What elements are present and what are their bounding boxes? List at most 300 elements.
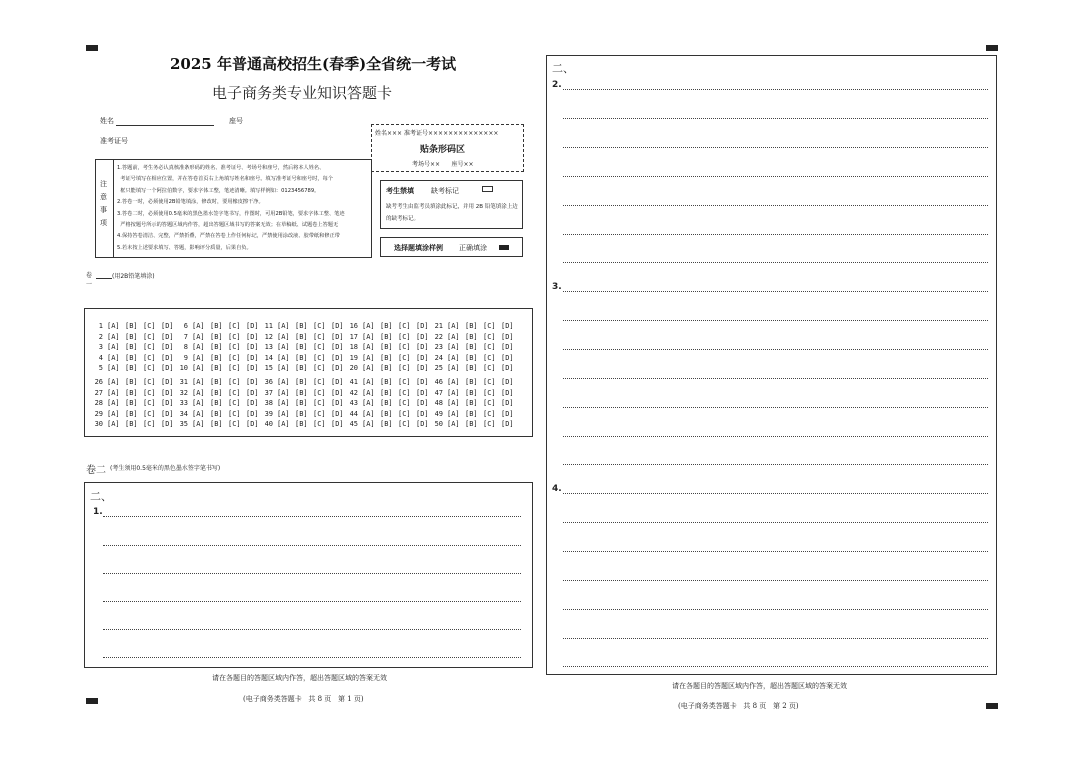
question-number: 13 xyxy=(264,343,273,351)
choice-bubble[interactable]: [B] xyxy=(380,399,393,407)
choice-question xyxy=(261,409,346,419)
question-number: 7 xyxy=(183,332,188,341)
answer-warning: 请在各题目的答题区域内作答，超出答题区域的答案无效 xyxy=(212,674,387,682)
choice-bubble[interactable]: [A] xyxy=(107,378,120,386)
choice-question xyxy=(91,419,176,429)
choice-bubble[interactable]: [C] xyxy=(483,353,496,362)
choice-bubble[interactable]: [D] xyxy=(416,420,429,428)
choice-bubble[interactable]: [D] xyxy=(161,332,174,341)
question-label: 1. xyxy=(93,507,103,517)
barcode-room-seat: 考场号×× 座号×× xyxy=(412,161,474,168)
choice-bubble[interactable]: [A] xyxy=(447,364,460,372)
choice-bubble[interactable]: [B] xyxy=(125,399,138,407)
choice-bubble[interactable]: [C] xyxy=(313,353,326,362)
registration-mark xyxy=(86,698,98,704)
choice-bubble[interactable]: [A] xyxy=(362,353,375,362)
choice-bubble[interactable]: [C] xyxy=(398,364,411,372)
choice-bubble[interactable]: [B] xyxy=(125,420,138,428)
choice-bubble[interactable]: [C] xyxy=(228,399,241,407)
choice-bubble[interactable]: [A] xyxy=(192,332,205,341)
choice-row xyxy=(91,409,516,419)
choice-question xyxy=(261,388,346,398)
section2-hint: (考生须用0.5毫米的黑色墨水签字笔书写) xyxy=(110,465,221,472)
page-subtitle: 电子商务类专业知识答题卡 xyxy=(212,84,393,102)
choice-bubble[interactable]: [D] xyxy=(246,388,259,397)
question-number: 31 xyxy=(179,378,188,386)
choice-bubble[interactable]: [C] xyxy=(398,322,411,330)
choice-bubble[interactable]: [B] xyxy=(380,378,393,386)
choice-bubble[interactable]: [D] xyxy=(161,353,174,362)
choice-bubble[interactable]: [D] xyxy=(331,343,344,351)
choice-bubble[interactable]: [C] xyxy=(313,378,326,386)
choice-bubble[interactable]: [C] xyxy=(483,343,496,351)
choice-question xyxy=(346,332,431,342)
choice-bubble[interactable]: [C] xyxy=(398,353,411,362)
choice-bubble[interactable]: [D] xyxy=(416,332,429,341)
choice-bubble[interactable]: [A] xyxy=(447,399,460,407)
choice-question xyxy=(176,321,261,331)
choice-bubble[interactable]: [D] xyxy=(331,353,344,362)
choice-question xyxy=(261,353,346,363)
choice-bubble[interactable]: [C] xyxy=(228,322,241,330)
registration-mark xyxy=(986,703,998,709)
choice-row xyxy=(91,332,516,342)
choice-bubble[interactable]: [A] xyxy=(362,420,375,428)
choice-bubble[interactable]: [A] xyxy=(362,343,375,351)
choice-bubble[interactable]: [C] xyxy=(483,409,496,418)
choice-bubble[interactable]: [C] xyxy=(228,420,241,428)
choice-bubble[interactable]: [D] xyxy=(501,322,514,330)
choice-bubble[interactable]: [D] xyxy=(501,378,514,386)
choice-bubble[interactable]: [A] xyxy=(192,353,205,362)
choice-bubble[interactable]: [B] xyxy=(125,388,138,397)
choice-bubble[interactable]: [D] xyxy=(416,343,429,351)
choice-bubble[interactable]: [A] xyxy=(362,332,375,341)
choice-bubble[interactable]: [B] xyxy=(295,399,308,407)
exam-id-label: 准考证号 xyxy=(100,137,128,145)
filled-sample xyxy=(499,245,509,250)
choice-bubble[interactable]: [D] xyxy=(161,399,174,407)
registration-mark xyxy=(986,45,998,51)
choice-bubble[interactable]: [A] xyxy=(277,353,290,362)
barcode-title: 贴条形码区 xyxy=(420,145,466,155)
choice-bubble[interactable]: [C] xyxy=(228,343,241,351)
choice-bubble[interactable]: [D] xyxy=(331,420,344,428)
choice-question xyxy=(261,321,346,331)
choice-bubble[interactable]: [B] xyxy=(125,322,138,330)
choice-bubble[interactable]: [D] xyxy=(501,388,514,397)
notice-line: 2.答卷一时，必须使用2B铅笔填涂，修改时，要用橡皮擦干净。 xyxy=(117,199,264,206)
choice-bubble[interactable]: [A] xyxy=(277,420,290,428)
choice-bubble[interactable]: [C] xyxy=(483,399,496,407)
question-number: 9 xyxy=(183,353,188,362)
seat-label: 座号 xyxy=(229,117,243,125)
choice-bubble[interactable]: [A] xyxy=(192,378,205,386)
choice-bubble[interactable]: [D] xyxy=(331,364,344,372)
choice-question xyxy=(431,409,516,419)
choice-bubble[interactable]: [A] xyxy=(192,343,205,351)
choice-bubble[interactable]: [C] xyxy=(143,332,156,341)
choice-bubble[interactable]: [B] xyxy=(125,378,138,386)
choice-bubble[interactable]: [A] xyxy=(192,364,205,372)
question-number: 25 xyxy=(434,364,443,372)
question-number: 21 xyxy=(434,322,443,330)
choice-bubble[interactable]: [D] xyxy=(416,364,429,372)
choice-bubble[interactable]: [A] xyxy=(277,388,290,397)
barcode-area xyxy=(371,124,524,172)
notice-line: 5.若未按上述要求填写、答题，影响评分质量，后果自负。 xyxy=(117,244,252,251)
choice-bubble[interactable]: [A] xyxy=(447,322,460,330)
question-number: 43 xyxy=(349,399,358,407)
choice-bubble[interactable]: [A] xyxy=(277,364,290,372)
choice-bubble[interactable]: [B] xyxy=(125,332,138,341)
choice-bubble[interactable]: [C] xyxy=(143,353,156,362)
choice-bubble[interactable]: [A] xyxy=(107,364,120,372)
choice-bubble[interactable]: [A] xyxy=(362,322,375,330)
answer-warning: 请在各题目的答题区域内作答，超出答题区域的答案无效 xyxy=(672,682,847,690)
choice-bubble[interactable]: [A] xyxy=(277,343,290,351)
choice-bubble[interactable]: [C] xyxy=(228,353,241,362)
choice-bubble[interactable]: [B] xyxy=(125,343,138,351)
choice-bubble[interactable]: [C] xyxy=(228,378,241,386)
choice-bubble[interactable]: [B] xyxy=(380,388,393,397)
choice-bubble[interactable]: [D] xyxy=(246,364,259,372)
notice-label: 注意事项 xyxy=(100,180,107,227)
notice-text xyxy=(117,163,371,254)
choice-row xyxy=(91,398,516,408)
question-number: 33 xyxy=(179,399,188,407)
question-number: 1 xyxy=(98,322,103,330)
choice-bubble[interactable]: [A] xyxy=(447,420,460,428)
choice-bubble[interactable]: [D] xyxy=(416,378,429,386)
choice-bubble[interactable]: [C] xyxy=(483,378,496,386)
notice-line: 严格按题号所示的答题区域内作答，超出答题区域书写的答案无效；在草稿纸、试题卷上答题无 xyxy=(117,222,339,229)
choice-bubble[interactable]: [C] xyxy=(143,378,156,386)
section1-label: 卷一 xyxy=(86,272,93,288)
choice-bubble[interactable]: [C] xyxy=(398,420,411,428)
choice-bubble[interactable]: [A] xyxy=(362,409,375,418)
choice-bubble[interactable]: [A] xyxy=(362,399,375,407)
choice-bubble[interactable]: [D] xyxy=(246,399,259,407)
question-number: 19 xyxy=(349,353,358,362)
choice-question xyxy=(91,398,176,408)
choice-bubble[interactable]: [A] xyxy=(107,353,120,362)
choice-bubble[interactable]: [A] xyxy=(447,332,460,341)
choice-question xyxy=(431,398,516,408)
question-number: 27 xyxy=(94,388,103,397)
choice-bubble[interactable]: [B] xyxy=(210,409,223,418)
choice-bubble[interactable]: [A] xyxy=(107,343,120,351)
choice-question xyxy=(346,377,431,387)
choice-bubble[interactable]: [D] xyxy=(331,322,344,330)
question-number: 45 xyxy=(349,420,358,428)
choice-bubble[interactable]: [C] xyxy=(483,332,496,341)
choice-bubble[interactable]: [A] xyxy=(192,388,205,397)
choice-bubble[interactable]: [A] xyxy=(107,399,120,407)
choice-question xyxy=(176,342,261,352)
choice-bubble[interactable]: [C] xyxy=(228,388,241,397)
choice-question xyxy=(261,332,346,342)
choice-bubble[interactable]: [B] xyxy=(210,420,223,428)
choice-bubble[interactable]: [B] xyxy=(210,353,223,362)
choice-bubble[interactable]: [B] xyxy=(295,378,308,386)
choice-bubble[interactable]: [B] xyxy=(465,364,478,372)
choice-bubble[interactable]: [D] xyxy=(246,353,259,362)
absent-title: 考生禁填 xyxy=(386,187,414,195)
choice-bubble[interactable]: [D] xyxy=(416,388,429,397)
choice-bubble[interactable]: [C] xyxy=(143,409,156,418)
choice-bubble[interactable]: [A] xyxy=(277,399,290,407)
choice-bubble[interactable]: [A] xyxy=(107,388,120,397)
choice-bubble[interactable]: [D] xyxy=(501,343,514,351)
question-number: 34 xyxy=(179,409,188,418)
choice-bubble[interactable]: [C] xyxy=(313,364,326,372)
choice-bubble[interactable]: [A] xyxy=(447,353,460,362)
fill-example-label: 选择题填涂样例 xyxy=(394,244,443,252)
question-number: 2 xyxy=(98,332,103,341)
choice-bubble[interactable]: [B] xyxy=(295,388,308,397)
barcode-info: 姓名××× 准考证号×××××××××××××× xyxy=(375,130,499,137)
question-number: 14 xyxy=(264,353,273,362)
absent-mark-box[interactable] xyxy=(482,186,493,192)
choice-bubble[interactable]: [D] xyxy=(246,343,259,351)
notice-line: 框只能填写一个阿拉伯数字，要求字体工整，笔迹清晰。填写样例如：0123456789。 xyxy=(117,187,320,194)
choice-bubble[interactable]: [D] xyxy=(161,420,174,428)
choice-bubble[interactable]: [D] xyxy=(331,409,344,418)
choice-bubble[interactable]: [B] xyxy=(465,420,478,428)
choice-bubble[interactable]: [C] xyxy=(483,322,496,330)
question-number: 17 xyxy=(349,332,358,341)
choice-bubble[interactable]: [D] xyxy=(416,353,429,362)
choice-bubble[interactable]: [D] xyxy=(246,409,259,418)
choice-bubble[interactable]: [A] xyxy=(192,399,205,407)
choice-bubble[interactable]: [A] xyxy=(192,409,205,418)
choice-bubble[interactable]: [C] xyxy=(313,332,326,341)
choice-question xyxy=(431,342,516,352)
choice-bubble[interactable]: [D] xyxy=(501,409,514,418)
question-label: 4. xyxy=(552,484,562,494)
question-number: 8 xyxy=(183,343,188,351)
choice-question xyxy=(346,398,431,408)
choice-bubble[interactable]: [D] xyxy=(501,364,514,372)
answer-box-page2[interactable] xyxy=(546,55,997,675)
choice-bubble[interactable]: [D] xyxy=(501,332,514,341)
choice-bubble[interactable]: [C] xyxy=(398,388,411,397)
choice-bubble[interactable]: [D] xyxy=(501,399,514,407)
choice-bubble[interactable]: [B] xyxy=(295,364,308,372)
question-number: 41 xyxy=(349,378,358,386)
choice-bubble[interactable]: [A] xyxy=(362,388,375,397)
choice-bubble[interactable]: [B] xyxy=(295,343,308,351)
choice-bubble[interactable]: [B] xyxy=(380,409,393,418)
choice-question xyxy=(91,353,176,363)
choice-bubble[interactable]: [A] xyxy=(277,378,290,386)
choice-bubble[interactable]: [B] xyxy=(465,343,478,351)
question-number: 16 xyxy=(349,322,358,330)
section1-hint: (用2B铅笔填涂) xyxy=(112,273,155,280)
choice-bubble[interactable]: [C] xyxy=(143,364,156,372)
absent-box xyxy=(380,180,523,229)
choice-bubble[interactable]: [D] xyxy=(416,322,429,330)
choice-bubble[interactable]: [A] xyxy=(277,332,290,341)
question-number: 29 xyxy=(94,409,103,418)
choice-bubble[interactable]: [A] xyxy=(362,364,375,372)
question-number: 44 xyxy=(349,409,358,418)
choice-bubble[interactable]: [A] xyxy=(192,322,205,330)
choice-bubble[interactable]: [A] xyxy=(447,409,460,418)
choice-bubble[interactable]: [B] xyxy=(380,353,393,362)
choice-question xyxy=(346,363,431,373)
choice-bubble[interactable]: [C] xyxy=(228,409,241,418)
absent-mark-label: 缺考标记 xyxy=(431,187,459,195)
answer-box-q1[interactable] xyxy=(84,482,533,668)
choice-question xyxy=(261,342,346,352)
choice-bubble[interactable]: [D] xyxy=(161,322,174,330)
choice-bubble[interactable]: [C] xyxy=(483,388,496,397)
choice-question xyxy=(431,332,516,342)
choice-bubble[interactable]: [B] xyxy=(380,322,393,330)
notice-line: 4.保持答卷清洁、完整，严禁折叠，严禁在答卷上作任何标记，严禁使用涂改液、胶带纸和修正带 xyxy=(117,233,340,240)
choice-bubble[interactable]: [D] xyxy=(331,399,344,407)
choice-bubble[interactable]: [C] xyxy=(313,409,326,418)
choice-bubble[interactable]: [D] xyxy=(161,409,174,418)
choice-bubble[interactable]: [D] xyxy=(161,388,174,397)
choice-bubble[interactable]: [A] xyxy=(107,420,120,428)
choice-question xyxy=(176,388,261,398)
choice-bubble[interactable]: [A] xyxy=(447,388,460,397)
choice-bubble[interactable]: [A] xyxy=(447,378,460,386)
choice-bubble[interactable]: [D] xyxy=(501,353,514,362)
choice-bubble[interactable]: [B] xyxy=(380,343,393,351)
question-number: 6 xyxy=(183,322,188,330)
choice-bubble[interactable]: [D] xyxy=(161,343,174,351)
choice-bubble[interactable]: [C] xyxy=(313,322,326,330)
choice-bubble[interactable]: [B] xyxy=(465,353,478,362)
choice-bubble[interactable]: [C] xyxy=(313,420,326,428)
choice-bubble[interactable]: [A] xyxy=(107,322,120,330)
choice-bubble[interactable]: [A] xyxy=(107,332,120,341)
choice-question xyxy=(261,363,346,373)
choice-bubble[interactable]: [B] xyxy=(210,378,223,386)
choice-bubble[interactable]: [B] xyxy=(295,322,308,330)
choice-bubble[interactable]: [C] xyxy=(143,388,156,397)
choice-bubble[interactable]: [B] xyxy=(125,353,138,362)
fill-example-box xyxy=(380,237,523,257)
choice-bubble[interactable]: [D] xyxy=(161,364,174,372)
choice-bubble[interactable]: [B] xyxy=(465,322,478,330)
choice-bubble[interactable]: [D] xyxy=(331,388,344,397)
choice-bubble[interactable]: [B] xyxy=(125,409,138,418)
choice-bubble[interactable]: [A] xyxy=(362,378,375,386)
choice-bubble[interactable]: [B] xyxy=(465,332,478,341)
choice-bubble[interactable]: [D] xyxy=(246,322,259,330)
choice-bubble[interactable]: [B] xyxy=(210,399,223,407)
choice-bubble[interactable]: [C] xyxy=(228,364,241,372)
choice-bubble[interactable]: [D] xyxy=(416,399,429,407)
question-number: 47 xyxy=(434,388,443,397)
choice-bubble[interactable]: [C] xyxy=(483,420,496,428)
choice-bubble[interactable]: [C] xyxy=(398,343,411,351)
choice-question xyxy=(261,419,346,429)
choice-question xyxy=(346,321,431,331)
choice-bubble[interactable]: [A] xyxy=(107,409,120,418)
choice-bubble[interactable]: [D] xyxy=(331,378,344,386)
choice-bubble[interactable]: [A] xyxy=(192,420,205,428)
choice-bubble[interactable]: [A] xyxy=(277,322,290,330)
choice-bubble[interactable]: [C] xyxy=(398,409,411,418)
question-label: 2. xyxy=(552,80,562,90)
choice-bubble[interactable]: [D] xyxy=(246,378,259,386)
choice-bubble[interactable]: [B] xyxy=(380,420,393,428)
question-number: 40 xyxy=(264,420,273,428)
choice-bubble[interactable]: [B] xyxy=(210,343,223,351)
question-number: 12 xyxy=(264,332,273,341)
choice-bubble[interactable]: [C] xyxy=(398,378,411,386)
question-number: 35 xyxy=(179,420,188,428)
choice-bubble[interactable]: [B] xyxy=(295,353,308,362)
choice-bubble[interactable]: [B] xyxy=(295,420,308,428)
choice-bubble[interactable]: [B] xyxy=(125,364,138,372)
choice-bubble[interactable]: [D] xyxy=(246,420,259,428)
choice-bubble[interactable]: [B] xyxy=(465,409,478,418)
choice-bubble[interactable]: [B] xyxy=(465,399,478,407)
choice-bubble[interactable]: [B] xyxy=(210,364,223,372)
choice-bubble[interactable]: [A] xyxy=(277,409,290,418)
choice-bubble[interactable]: [B] xyxy=(380,364,393,372)
name-field[interactable] xyxy=(116,125,214,126)
choice-bubble[interactable]: [B] xyxy=(295,332,308,341)
choice-bubble[interactable]: [C] xyxy=(143,322,156,330)
choice-question xyxy=(91,363,176,373)
choice-bubble[interactable]: [D] xyxy=(501,420,514,428)
page-footer: (电子商务类答题卡 共 8 页 第 2 页) xyxy=(678,702,799,710)
choice-bubble[interactable]: [C] xyxy=(143,399,156,407)
choice-bubble[interactable]: [B] xyxy=(210,322,223,330)
choice-bubble[interactable]: [B] xyxy=(210,332,223,341)
choice-bubble[interactable]: [D] xyxy=(331,332,344,341)
choice-row xyxy=(91,342,516,352)
choice-bubble[interactable]: [A] xyxy=(447,343,460,351)
choice-bubble[interactable]: [B] xyxy=(295,409,308,418)
choice-bubble[interactable]: [B] xyxy=(465,388,478,397)
choice-question xyxy=(431,363,516,373)
choice-bubble[interactable]: [C] xyxy=(398,399,411,407)
choice-bubble[interactable]: [C] xyxy=(143,343,156,351)
question-number: 38 xyxy=(264,399,273,407)
question-label: 3. xyxy=(552,282,562,292)
page-title: 2025 年普通高校招生(春季)全省统一考试 xyxy=(170,55,457,73)
choice-bubble[interactable]: [D] xyxy=(161,378,174,386)
choice-bubble[interactable]: [C] xyxy=(313,343,326,351)
choice-bubble[interactable]: [B] xyxy=(210,388,223,397)
question-number: 39 xyxy=(264,409,273,418)
choice-bubble[interactable]: [C] xyxy=(483,364,496,372)
choice-bubble[interactable]: [B] xyxy=(380,332,393,341)
choice-bubble[interactable]: [C] xyxy=(143,420,156,428)
choice-bubble[interactable]: [C] xyxy=(228,332,241,341)
question-number: 20 xyxy=(349,364,358,372)
choice-question xyxy=(431,353,516,363)
choice-bubble[interactable]: [D] xyxy=(416,409,429,418)
choice-bubble[interactable]: [C] xyxy=(398,332,411,341)
choice-question xyxy=(431,321,516,331)
choice-bubble[interactable]: [D] xyxy=(246,332,259,341)
choice-bubble[interactable]: [B] xyxy=(465,378,478,386)
choice-bubble[interactable]: [C] xyxy=(313,388,326,397)
choice-bubble[interactable]: [C] xyxy=(313,399,326,407)
question-number: 42 xyxy=(349,388,358,397)
registration-mark xyxy=(86,45,98,51)
